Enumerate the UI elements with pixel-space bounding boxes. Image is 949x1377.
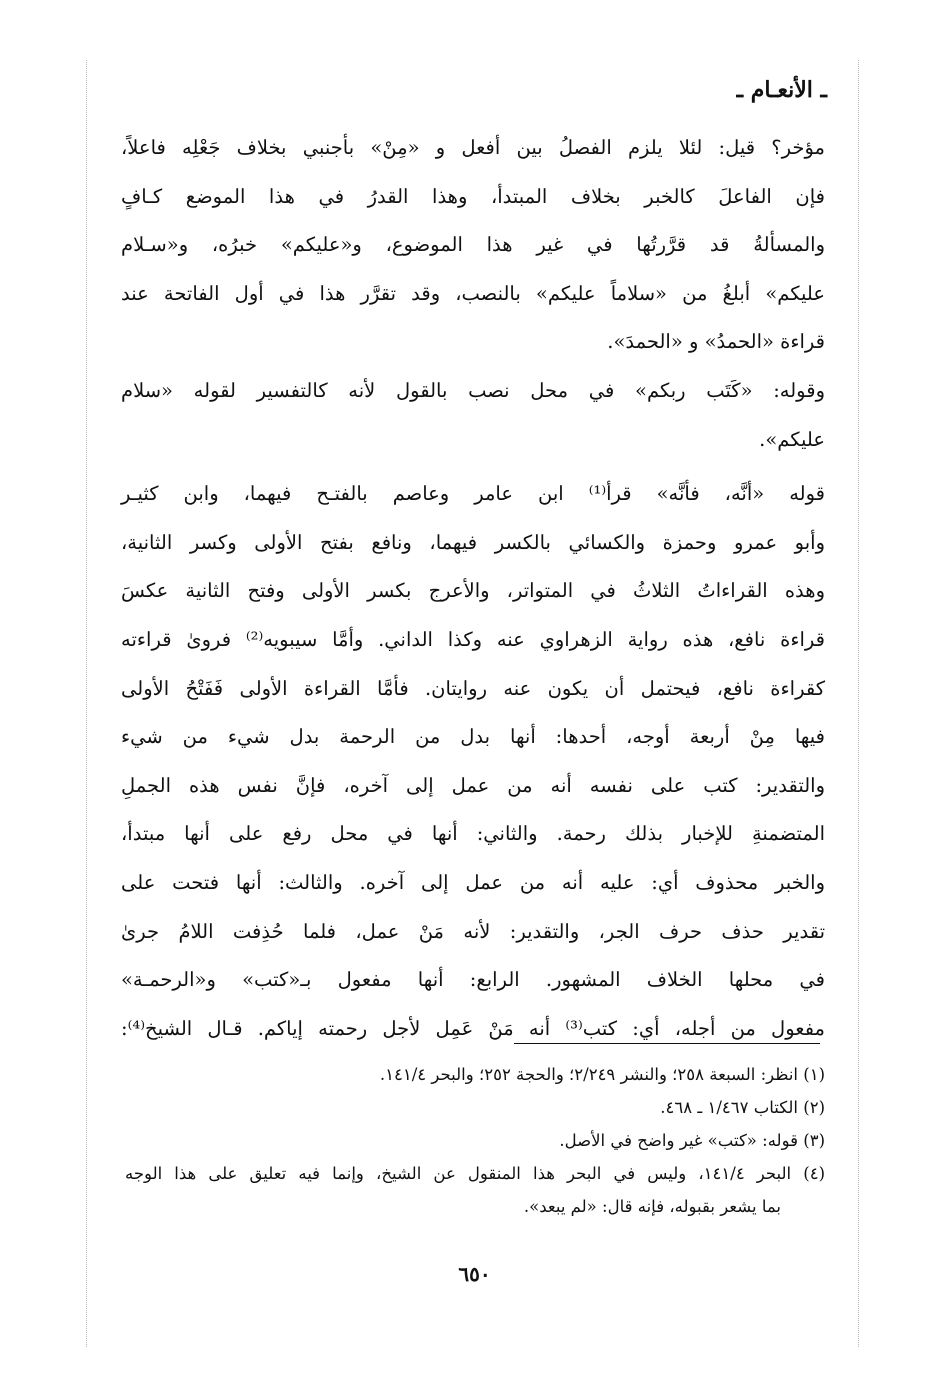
footnote-1: (١) انظر: السبعة ٢٥٨؛ والنشر ٢/٢٤٩؛ والحجة ٢٥٢؛ والبحر ١٤١/٤. <box>379 1065 825 1084</box>
page-number: ٦٥٠ <box>458 1262 491 1286</box>
body-line: والخبر محذوف أي: عليه أنه من عمل إلى آخره. والثالث: أنها فتحت على <box>121 870 825 894</box>
body-line: كقراءة نافع، فيحتمل أن يكون عنه روايتان. فأمَّا القراءة الأولى فَفَتْحُ الأولى <box>121 676 825 700</box>
body-line: قوله «أنَّه، فأنَّه» قرأ⁽¹⁾ ابن عامر وعاصم بالفتـح فيهما، وابن كثيـر <box>121 482 825 506</box>
scan-edge-left <box>86 60 87 1347</box>
scan-edge-right <box>858 60 859 1347</box>
body-line: فيها مِنْ أربعة أوجه، أحدها: أنها بدل من الرحمة بدل شيء من شيء <box>121 725 825 749</box>
body-text <box>121 124 825 1053</box>
body-line: قراءة نافع، هذه رواية الزهراوي عنه وكذا الداني. وأمَّا سيبويه⁽²⁾ فروىٰ قراءته <box>121 627 826 651</box>
body-line: تقدير حذف حرف الجر، والتقدير: لأنه مَنْ عمل، فلما حُذِفت اللامُ جرىٰ <box>121 919 825 943</box>
footnote-2: (٢) الكتاب ١/٤٦٧ ـ ٤٦٨. <box>660 1098 825 1117</box>
body-line: وأبو عمرو وحمزة والكسائي بالكسر فيهما، ونافع بفتح الأولى وكسر الثانية، <box>121 530 825 554</box>
body-line: المتضمنةِ للإخبار بذلك رحمة. والثاني: أنها في محل رفع على أنها مبتدأ، <box>121 822 825 846</box>
footnote-4-continuation: بما يشعر بقبوله، فإنه قال: «لم يبعد». <box>523 1197 781 1216</box>
body-line: مفعول من أجله، أي: كتب⁽³⁾ أنه مَنْ عَمِل لأجل رحمته إياكم. قـال الشيخ⁽⁴⁾: <box>121 1016 825 1040</box>
body-line: وقوله: «كَتَب ربكم» في محل نصب بالقول لأنه كالتفسير لقوله «سلام <box>121 378 825 402</box>
body-line: والمسألةُ قد قرَّرتُها في غير هذا الموضوع، و«عليكم» خبرُه، و«سـلام <box>121 233 825 257</box>
footnotes <box>125 1058 825 1223</box>
running-head: ـ الأنعـام ـ <box>736 77 827 103</box>
body-line: في محلها الخلاف المشهور. الرابع: أنها مفعول بـ«كتب» و«الرحمـة» <box>121 968 825 992</box>
body-line: والتقدير: كتب على نفسه أنه من عمل إلى آخره، فإنَّ نفس هذه الجملِ <box>121 773 825 797</box>
footnote-4: (٤) البحر ١٤١/٤، وليس في البحر هذا المنقول عن الشيخ، وإنما فيه تعليق على هذا الوجه <box>125 1164 825 1183</box>
body-line: مؤخر؟ قيل: لئلا يلزم الفصلُ بين أفعل و «مِنْ» بأجنبي بخلاف جَعْلِه فاعلاً، <box>121 136 825 159</box>
body-line: فإن الفاعلَ كالخبر بخلاف المبتدأ، وهذا القدرُ في هذا الموضع كـافٍ <box>121 184 825 208</box>
body-line: قراءة «الحمدُ» و «الحمدَ». <box>607 330 825 354</box>
footnote-3: (٣) قوله: «كتب» غير واضح في الأصل. <box>559 1131 825 1150</box>
body-line: عليكم» أبلغُ من «سلاماً عليكم» بالنصب، وقد تقرَّر هذا في أول الفاتحة عند <box>121 281 825 305</box>
footnote-divider <box>514 1043 820 1044</box>
body-line: وهذه القراءاتُ الثلاثُ في المتواتر، والأعرج بكسر الأولى وفتح الثانية عكسَ <box>121 579 825 603</box>
body-line: عليكم». <box>759 427 825 451</box>
